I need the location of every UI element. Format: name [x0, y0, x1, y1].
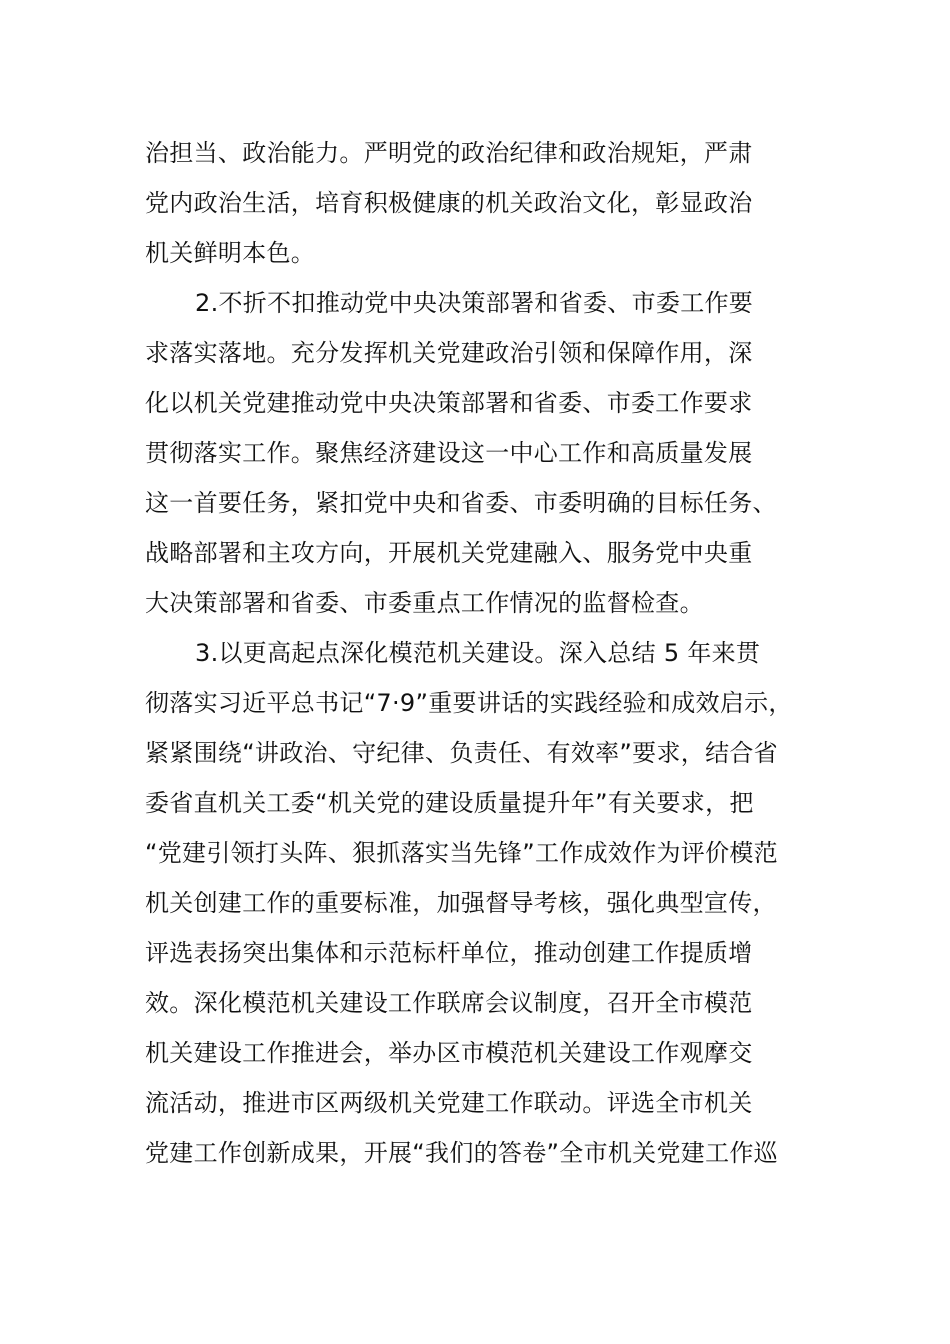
text-line: 评选表扬突出集体和示范标杆单位，推动创建工作提质增: [145, 939, 753, 967]
text-line: 彻落实习近平总书记“7·9”重要讲话的实践经验和成效启示，: [145, 689, 793, 717]
text-line: 委省直机关工委“机关党的建设质量提升年”有关要求，把: [145, 789, 754, 817]
text-line: 党建工作创新成果，开展“我们的答卷”全市机关党建工作巡: [145, 1139, 778, 1167]
paragraph-2-heading-line: 2.不折不扣推动党中央决策部署和省委、市委工作要: [195, 289, 754, 317]
text-line: 机关建设工作推进会，举办区市模范机关建设工作观摩交: [145, 1039, 753, 1067]
text-line: 大决策部署和省委、市委重点工作情况的监督检查。: [145, 589, 704, 617]
text-line: 治担当、政治能力。严明党的政治纪律和政治规矩，严肃: [145, 139, 753, 167]
text-line: 效。深化模范机关建设工作联席会议制度，召开全市模范: [145, 989, 753, 1017]
text-line: 机关创建工作的重要标准，加强督导考核，强化典型宣传，: [145, 889, 777, 917]
text-line: “党建引领打头阵、狠抓落实当先锋”工作成效作为评价模范: [145, 839, 778, 867]
text-line: 机关鲜明本色。: [145, 239, 316, 267]
text-line: 这一首要任务，紧扣党中央和省委、市委明确的目标任务、: [145, 489, 777, 517]
text-line: 紧紧围绕“讲政治、守纪律、负责任、有效率”要求，结合省: [145, 739, 778, 767]
text-line: 贯彻落实工作。聚焦经济建设这一中心工作和高质量发展: [145, 439, 753, 467]
paragraph-3-heading-line: 3.以更高起点深化模范机关建设。深入总结 5 年来贯: [195, 639, 761, 667]
text-line: 流活动，推进市区两级机关党建工作联动。评选全市机关: [145, 1089, 753, 1117]
text-line: 求落实落地。充分发挥机关党建政治引领和保障作用，深: [145, 339, 753, 367]
text-line: 化以机关党建推动党中央决策部署和省委、市委工作要求: [145, 389, 753, 417]
text-line: 党内政治生活，培育积极健康的机关政治文化，彰显政治: [145, 189, 753, 217]
document-body: [145, 128, 815, 1178]
text-line: 战略部署和主攻方向，开展机关党建融入、服务党中央重: [145, 539, 753, 567]
